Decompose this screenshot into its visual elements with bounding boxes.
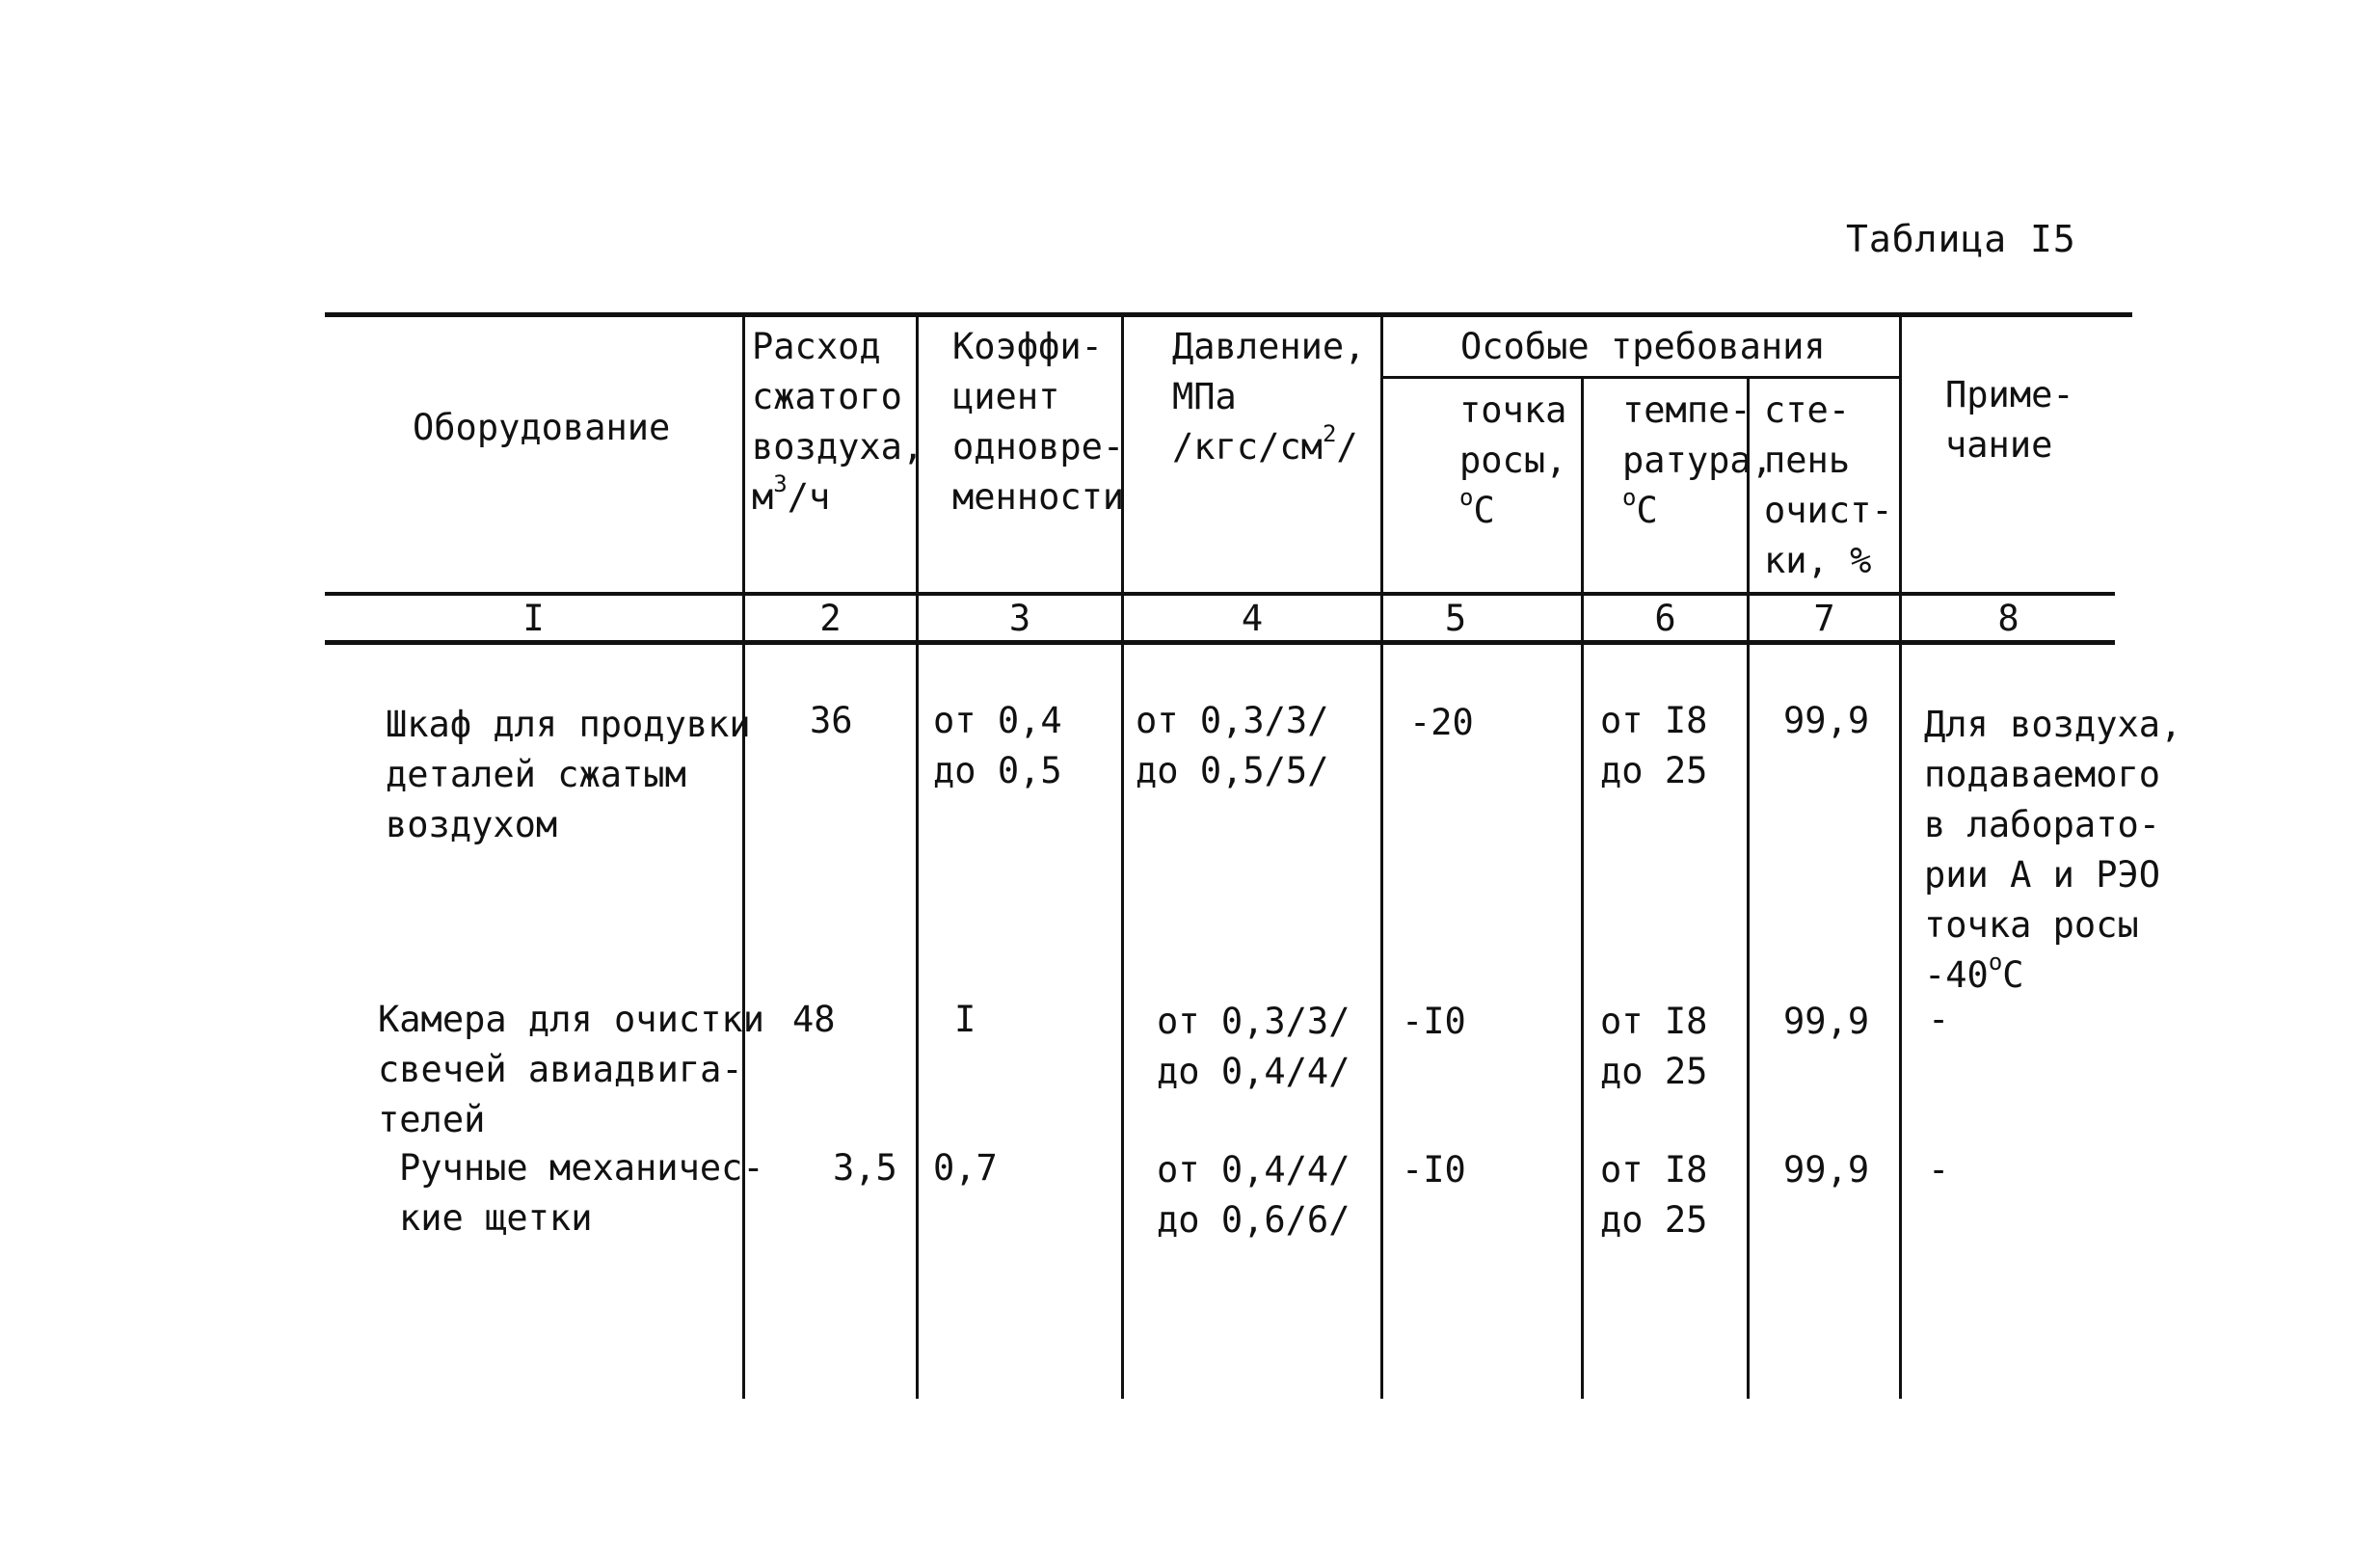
row-3-flow: 3,5 bbox=[833, 1147, 897, 1189]
column-number-5: 5 bbox=[1444, 598, 1467, 639]
row-2-dew-point: -I0 bbox=[1402, 1001, 1466, 1042]
row-1-pressure: от 0,3/3/ до 0,5/5/ bbox=[1136, 700, 1329, 791]
table-top-rule bbox=[325, 312, 2132, 317]
row-1-purity: 99,9 bbox=[1783, 700, 1870, 741]
row-3-dew-point: -I0 bbox=[1402, 1149, 1466, 1191]
header-special-requirements: Особые требования bbox=[1460, 326, 1826, 367]
column-number-7: 7 bbox=[1813, 598, 1835, 639]
row-1-equipment: Шкаф для продувки деталей сжатым воздухом bbox=[386, 704, 751, 845]
row-1-temperature: от I8 до 25 bbox=[1600, 700, 1708, 791]
column-number-8: 8 bbox=[1997, 598, 2019, 639]
header-pressure: Давление, МПа $/кгс/см^2/$ bbox=[1172, 326, 1366, 468]
row-3-pressure: от 0,4/4/ до 0,6/6/ bbox=[1157, 1149, 1350, 1241]
header-note: Приме- чание bbox=[1945, 374, 2074, 466]
row-1-coefficient: от 0,4 до 0,5 bbox=[933, 700, 1062, 791]
col-divider-5 bbox=[1581, 378, 1584, 1399]
header-temperature: темпе- ратура, $^о$С bbox=[1622, 389, 1773, 531]
column-number-1: I bbox=[522, 598, 545, 639]
col-divider-7 bbox=[1899, 314, 1902, 1399]
row-2-temperature: от I8 до 25 bbox=[1600, 1001, 1708, 1092]
special-header-rule bbox=[1380, 376, 1901, 379]
column-number-4: 4 bbox=[1241, 598, 1264, 639]
row-3-temperature: от I8 до 25 bbox=[1600, 1149, 1708, 1241]
row-2-purity: 99,9 bbox=[1783, 1001, 1870, 1042]
row-1-dew-point: -20 bbox=[1409, 702, 1474, 743]
header-dew-point: точка росы, $^о$С bbox=[1459, 389, 1567, 531]
row-3-note: - bbox=[1928, 1149, 1950, 1191]
row-1-flow: 36 bbox=[810, 700, 853, 741]
row-1-note: Для воздуха, подаваемого в лаборато- рии А и РЭО точка росы $-40^оС$ bbox=[1924, 704, 2182, 996]
row-2-note: - bbox=[1928, 999, 1950, 1040]
row-3-coefficient: 0,7 bbox=[933, 1147, 998, 1189]
column-number-3: 3 bbox=[1008, 598, 1031, 639]
header-flow: Расход сжатого воздуха, $м^3/ч$ bbox=[752, 326, 924, 518]
row-2-equipment: Камера для очистки свечей авиадвига- телей bbox=[378, 999, 764, 1140]
column-number-6: 6 bbox=[1654, 598, 1676, 639]
row-3-purity: 99,9 bbox=[1783, 1149, 1870, 1191]
column-number-2: 2 bbox=[819, 598, 842, 639]
col-divider-4 bbox=[1380, 314, 1383, 1399]
header-purity: сте- пень очист- ки, % bbox=[1764, 389, 1893, 581]
row-3-equipment: Ручные механичес- кие щетки bbox=[399, 1147, 764, 1239]
row-2-pressure: от 0,3/3/ до 0,4/4/ bbox=[1157, 1001, 1350, 1092]
table-caption: Таблица I5 bbox=[1846, 218, 2076, 260]
row-2-flow: 48 bbox=[792, 999, 836, 1040]
header-coefficient: Коэффи- циент одновре- менности bbox=[952, 326, 1125, 518]
row-2-coefficient: I bbox=[954, 999, 976, 1040]
header-equipment: Оборудование bbox=[413, 407, 671, 448]
